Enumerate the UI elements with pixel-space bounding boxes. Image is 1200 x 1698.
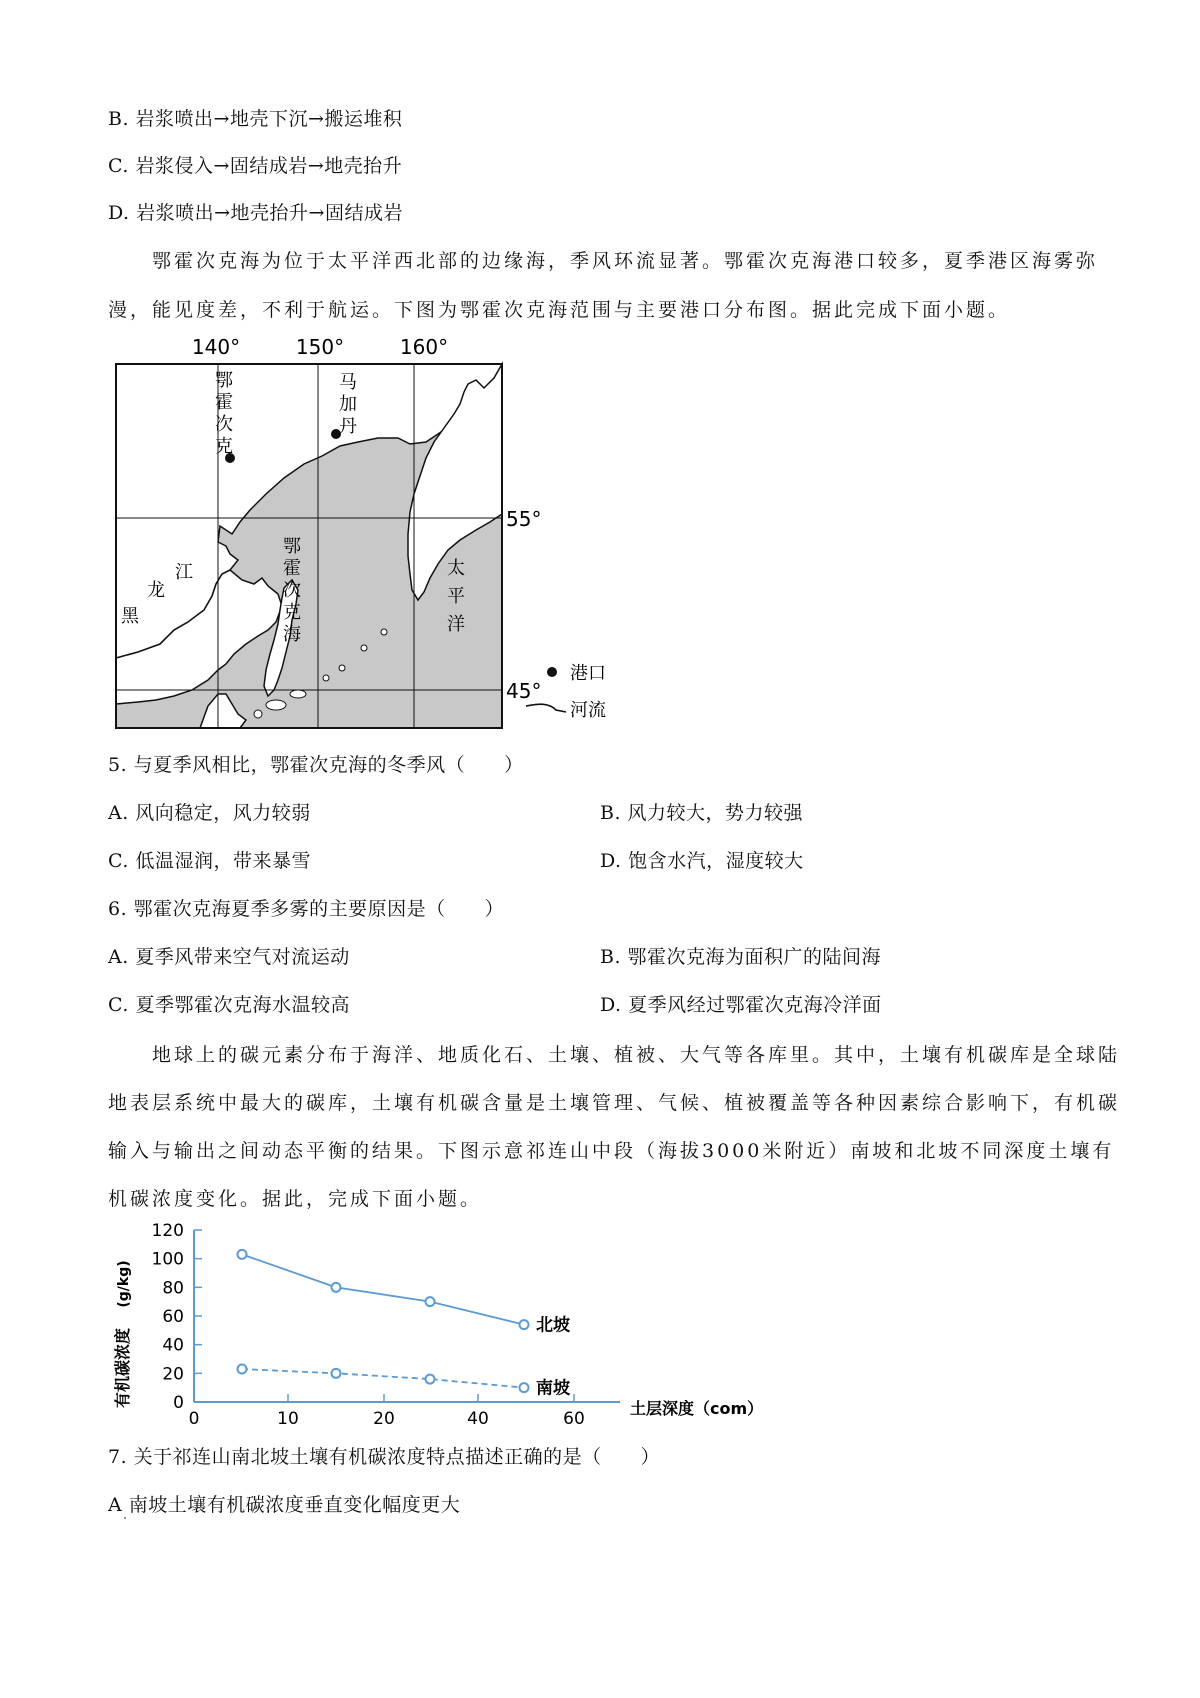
- y-tick-label: 0: [173, 1393, 184, 1413]
- q6-option-a: A. 夏季风带来空气对流运动: [108, 946, 350, 968]
- x-tick-label: 40: [467, 1409, 489, 1429]
- data-point: [238, 1250, 247, 1259]
- sea-name-char-1: 鄂: [283, 536, 301, 557]
- kuril-island: [323, 675, 329, 681]
- y-tick-label: 20: [162, 1364, 184, 1385]
- lon-label-160: 160°: [399, 335, 449, 359]
- chart-xlabel: 土层深度（com）: [630, 1399, 764, 1418]
- data-point: [238, 1365, 247, 1374]
- kuril-island: [381, 629, 387, 635]
- q6-option-b: B. 鄂霍次克海为面积广的陆间海: [600, 946, 882, 968]
- sea-name-char-2: 霍: [283, 558, 301, 579]
- okhotsk-port-char-2: 霍: [215, 392, 233, 413]
- q5-stem: 5. 与夏季风相比，鄂霍次克海的冬季风（ ）: [108, 754, 524, 776]
- q6-option-c: C. 夏季鄂霍次克海水温较高: [108, 994, 350, 1016]
- carbon-chart: [100, 1218, 780, 1432]
- data-point: [332, 1369, 341, 1378]
- kuril-island: [254, 710, 262, 718]
- kuril-island: [339, 665, 345, 671]
- lon-label-150: 150°: [295, 335, 345, 359]
- q5-option-c: C. 低温湿润，带来暴雪: [108, 850, 311, 872]
- stray-dot: [124, 1517, 126, 1519]
- carbon-chart-svg: [100, 1218, 780, 1428]
- lat-label-45: 45°: [506, 679, 542, 703]
- kuril-island: [290, 690, 306, 698]
- legend-port-label: 港口: [570, 663, 606, 684]
- y-tick-label: 100: [151, 1249, 184, 1270]
- kuril-island: [361, 645, 367, 651]
- data-point: [520, 1383, 529, 1392]
- sea-name-char-4: 克: [283, 602, 301, 623]
- legend-river-label: 河流: [570, 700, 606, 721]
- chart-ylabel: 有机碳浓度: [113, 1327, 132, 1409]
- series-label: 南坡: [536, 1378, 570, 1399]
- carbon-intro-line2: 地表层系统中最大的碳库，土壤有机碳含量是土壤管理、气候、植被覆盖等各种因素综合影响下，有机碳: [108, 1092, 1121, 1114]
- carbon-intro-line4: 机碳浓度变化。据此，完成下面小题。: [108, 1188, 483, 1210]
- chart-yunit: (g/kg): [116, 1260, 132, 1308]
- data-point: [332, 1283, 341, 1292]
- okhotsk-intro-line2: 漫，能见度差，不利于航运。下图为鄂霍次克海范围与主要港口分布图。据此完成下面小题。: [108, 299, 1011, 321]
- x-tick-label: 20: [373, 1409, 395, 1429]
- q5-option-d: D. 饱含水汽，湿度较大: [600, 850, 804, 872]
- sea-name-char-3: 次: [283, 580, 301, 601]
- sea-name-char-5: 海: [283, 624, 301, 645]
- q5-option-b: B. 风力较大，势力较强: [600, 802, 804, 824]
- q6-option-d: D. 夏季风经过鄂霍次克海冷洋面: [600, 994, 882, 1016]
- lon-label-140: 140°: [191, 335, 241, 359]
- north-slope-line: [242, 1254, 524, 1324]
- q6-stem: 6. 鄂霍次克海夏季多雾的主要原因是（ ）: [108, 898, 505, 920]
- x-tick-label: 0: [188, 1409, 200, 1429]
- q7-option-a: A 南坡土壤有机碳浓度垂直变化幅度更大: [108, 1494, 461, 1516]
- legend-port-dot: [547, 667, 557, 677]
- river-name-char-2: 龙: [147, 580, 165, 601]
- okhotsk-port-char-4: 克: [215, 436, 233, 457]
- kuril-island: [266, 700, 286, 710]
- y-tick-label: 80: [162, 1278, 184, 1299]
- ocean-name-char-3: 洋: [447, 614, 465, 635]
- south-slope-line: [242, 1369, 524, 1388]
- data-point: [426, 1297, 435, 1306]
- okhotsk-map-svg: [108, 334, 606, 734]
- okhotsk-map: [108, 334, 606, 738]
- okhotsk-port-char-3: 次: [215, 414, 233, 435]
- x-tick-label: 60: [563, 1409, 585, 1429]
- ocean-name-char-2: 平: [447, 586, 465, 607]
- data-point: [426, 1375, 435, 1384]
- magadan-char-1: 马: [339, 372, 357, 393]
- y-tick-label: 40: [162, 1335, 184, 1356]
- q4-option-d: D. 岩浆喷出→地壳抬升→固结成岩: [108, 202, 403, 224]
- q5-option-a: A. 风向稳定，风力较弱: [108, 802, 311, 824]
- series-label: 北坡: [536, 1315, 570, 1336]
- river-name-char-3: 江: [175, 562, 193, 583]
- river-name-char-1: 黑: [121, 606, 139, 627]
- carbon-intro-line1: 地球上的碳元素分布于海洋、地质化石、土壤、植被、大气等各库里。其中，土壤有机碳库是全球陆: [152, 1044, 1121, 1066]
- okhotsk-intro-line1: 鄂霍次克海为位于太平洋西北部的边缘海，季风环流显著。鄂霍次克海港口较多，夏季港区海雾弥: [152, 250, 1099, 272]
- carbon-intro-line3: 输入与输出之间动态平衡的结果。下图示意祁连山中段（海拔3000米附近）南坡和北坡不同深度土壤有: [108, 1140, 1115, 1162]
- okhotsk-port-char-1: 鄂: [215, 370, 233, 391]
- data-point: [520, 1320, 529, 1329]
- magadan-char-3: 丹: [339, 416, 357, 437]
- legend-river-line: [526, 704, 566, 712]
- ocean-name-char-1: 太: [447, 558, 465, 579]
- q4-option-c: C. 岩浆侵入→固结成岩→地壳抬升: [108, 155, 403, 177]
- y-tick-label: 60: [162, 1307, 184, 1327]
- y-tick-label: 120: [151, 1221, 184, 1241]
- q4-option-b: B. 岩浆喷出→地壳下沉→搬运堆积: [108, 108, 403, 130]
- magadan-char-2: 加: [339, 394, 357, 415]
- q7-stem: 7. 关于祁连山南北坡土壤有机碳浓度特点描述正确的是（ ）: [108, 1446, 661, 1468]
- x-tick-label: 10: [277, 1409, 299, 1429]
- lat-label-55: 55°: [506, 507, 542, 531]
